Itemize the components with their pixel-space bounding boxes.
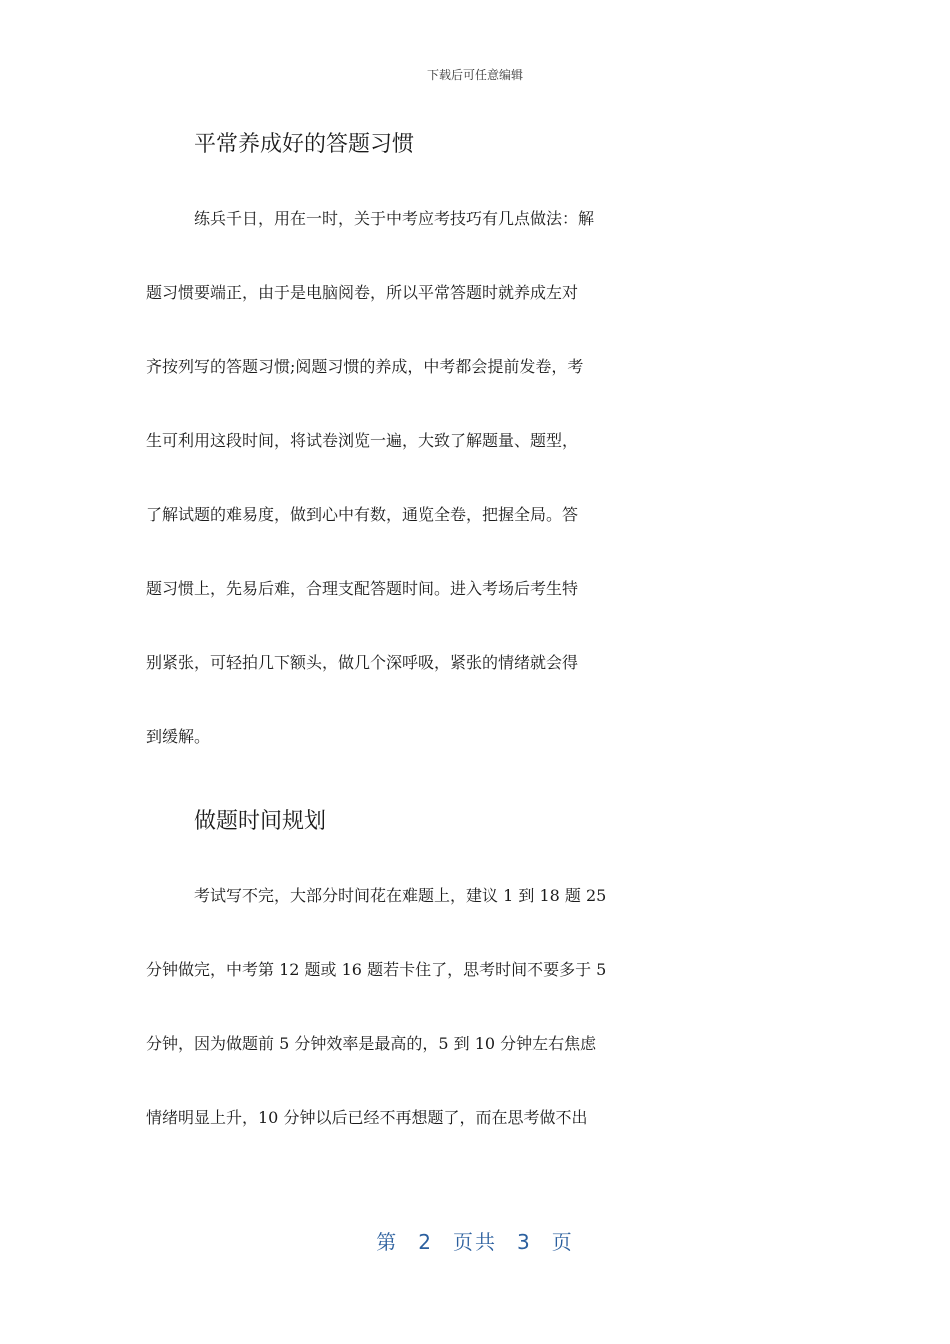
paragraph-line: 齐按列写的答题习惯;阅题习惯的养成，中考都会提前发卷，考 bbox=[146, 357, 584, 376]
footer-suffix: 页 bbox=[551, 1230, 574, 1254]
paragraph-line: 练兵千日，用在一时，关于中考应考技巧有几点做法：解 bbox=[194, 209, 595, 228]
section-habits bbox=[146, 118, 806, 784]
paragraph-line: 分钟，因为做题前 5 分钟效率是最高的，5 到 10 分钟左右焦虑 bbox=[146, 1034, 597, 1053]
section-heading: 做题时间规划 bbox=[194, 809, 327, 834]
paragraph-line: 题习惯要端正，由于是电脑阅卷，所以平常答题时就养成左对 bbox=[146, 283, 579, 302]
footer-middle: 页共 bbox=[453, 1230, 497, 1254]
paragraph-line: 题习惯上，先易后难，合理支配答题时间。进入考场后考生特 bbox=[146, 579, 579, 598]
paragraph-line: 情绪明显上升，10 分钟以后已经不再想题了，而在思考做不出 bbox=[146, 1108, 588, 1127]
paragraph-line: 到缓解。 bbox=[146, 727, 211, 746]
paragraph-line: 了解试题的难易度，做到心中有数，通览全卷，把握全局。答 bbox=[146, 505, 579, 524]
paragraph bbox=[146, 192, 806, 784]
section-time-planning bbox=[146, 795, 806, 1165]
header-note: 下载后可任意编辑 bbox=[426, 68, 523, 82]
footer-page-number: 2 bbox=[418, 1230, 433, 1254]
paragraph-line: 别紧张，可轻拍几下额头，做几个深呼吸，紧张的情绪就会得 bbox=[146, 653, 579, 672]
section-heading: 平常养成好的答题习惯 bbox=[194, 132, 415, 157]
paragraph-line: 生可利用这段时间，将试卷浏览一遍，大致了解题量、题型， bbox=[146, 431, 579, 450]
footer-total-pages: 3 bbox=[517, 1230, 532, 1254]
page-footer bbox=[0, 1226, 950, 1255]
paragraph bbox=[146, 869, 806, 1165]
paragraph-line: 分钟做完，中考第 12 题或 16 题若卡住了，思考时间不要多于 5 bbox=[146, 960, 607, 979]
footer-prefix: 第 bbox=[376, 1230, 399, 1254]
paragraph-line: 考试写不完，大部分时间花在难题上，建议 1 到 18 题 25 bbox=[194, 886, 607, 905]
